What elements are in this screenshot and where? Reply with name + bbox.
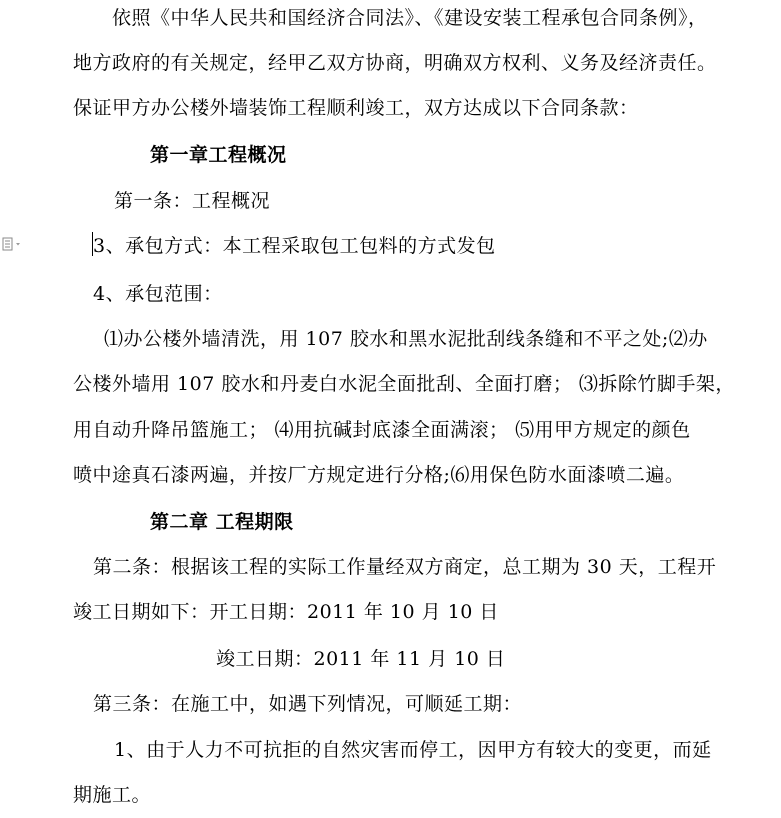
paragraph-line: 依照《中华人民共和国经济合同法》、《建设安装工程承包合同条例》， bbox=[112, 7, 708, 29]
chapter-heading: 第二章 工程期限 bbox=[150, 511, 294, 533]
paragraph-line: 公楼外墙用 107 胶水和丹麦白水泥全面批刮、全面打磨； ⑶拆除竹脚手架， bbox=[73, 373, 735, 395]
paragraph-line: ⑴办公楼外墙清洗，用 107 胶水和黑水泥批刮线条缝和不平之处;⑵办 bbox=[104, 328, 708, 350]
article-title: 第一条：工程概况 bbox=[114, 190, 271, 212]
paragraph-line: 4、承包范围： bbox=[93, 283, 223, 305]
paragraph-line: 用自动升降吊篮施工； ⑷用抗碱封底漆全面满滚； ⑸用甲方规定的颜色 bbox=[73, 419, 691, 441]
paragraph-line: 竣工日期如下：开工日期：2011 年 10 月 10 日 bbox=[73, 601, 499, 623]
paragraph-line: 喷中途真石漆两遍，并按厂方规定进行分格;⑹用保色防水面漆喷二遍。 bbox=[73, 464, 685, 486]
paragraph-line: 1、由于人力不可抗拒的自然灾害而停工，因甲方有较大的变更，而延 bbox=[114, 739, 712, 761]
paragraph-line: 3、承包方式：本工程采取包工包料的方式发包 bbox=[93, 235, 496, 257]
paragraph-line: 第三条：在施工中，如遇下列情况，可顺延工期： bbox=[93, 693, 523, 715]
paragraph-line: 竣工日期：2011 年 11 月 10 日 bbox=[216, 648, 506, 670]
paragraph-line: 保证甲方办公楼外墙装饰工程顺利竣工，双方达成以下合同条款： bbox=[73, 97, 639, 119]
document-icon[interactable] bbox=[2, 236, 28, 250]
paragraph-line: 地方政府的有关规定，经甲乙双方协商，明确双方权利、义务及经济责任。 bbox=[73, 52, 717, 74]
chapter-heading: 第一章工程概况 bbox=[150, 144, 287, 166]
paragraph-line: 第二条：根据该工程的实际工作量经双方商定，总工期为 30 天，工程开 bbox=[93, 556, 717, 578]
paragraph-line: 期施工。 bbox=[73, 784, 152, 806]
